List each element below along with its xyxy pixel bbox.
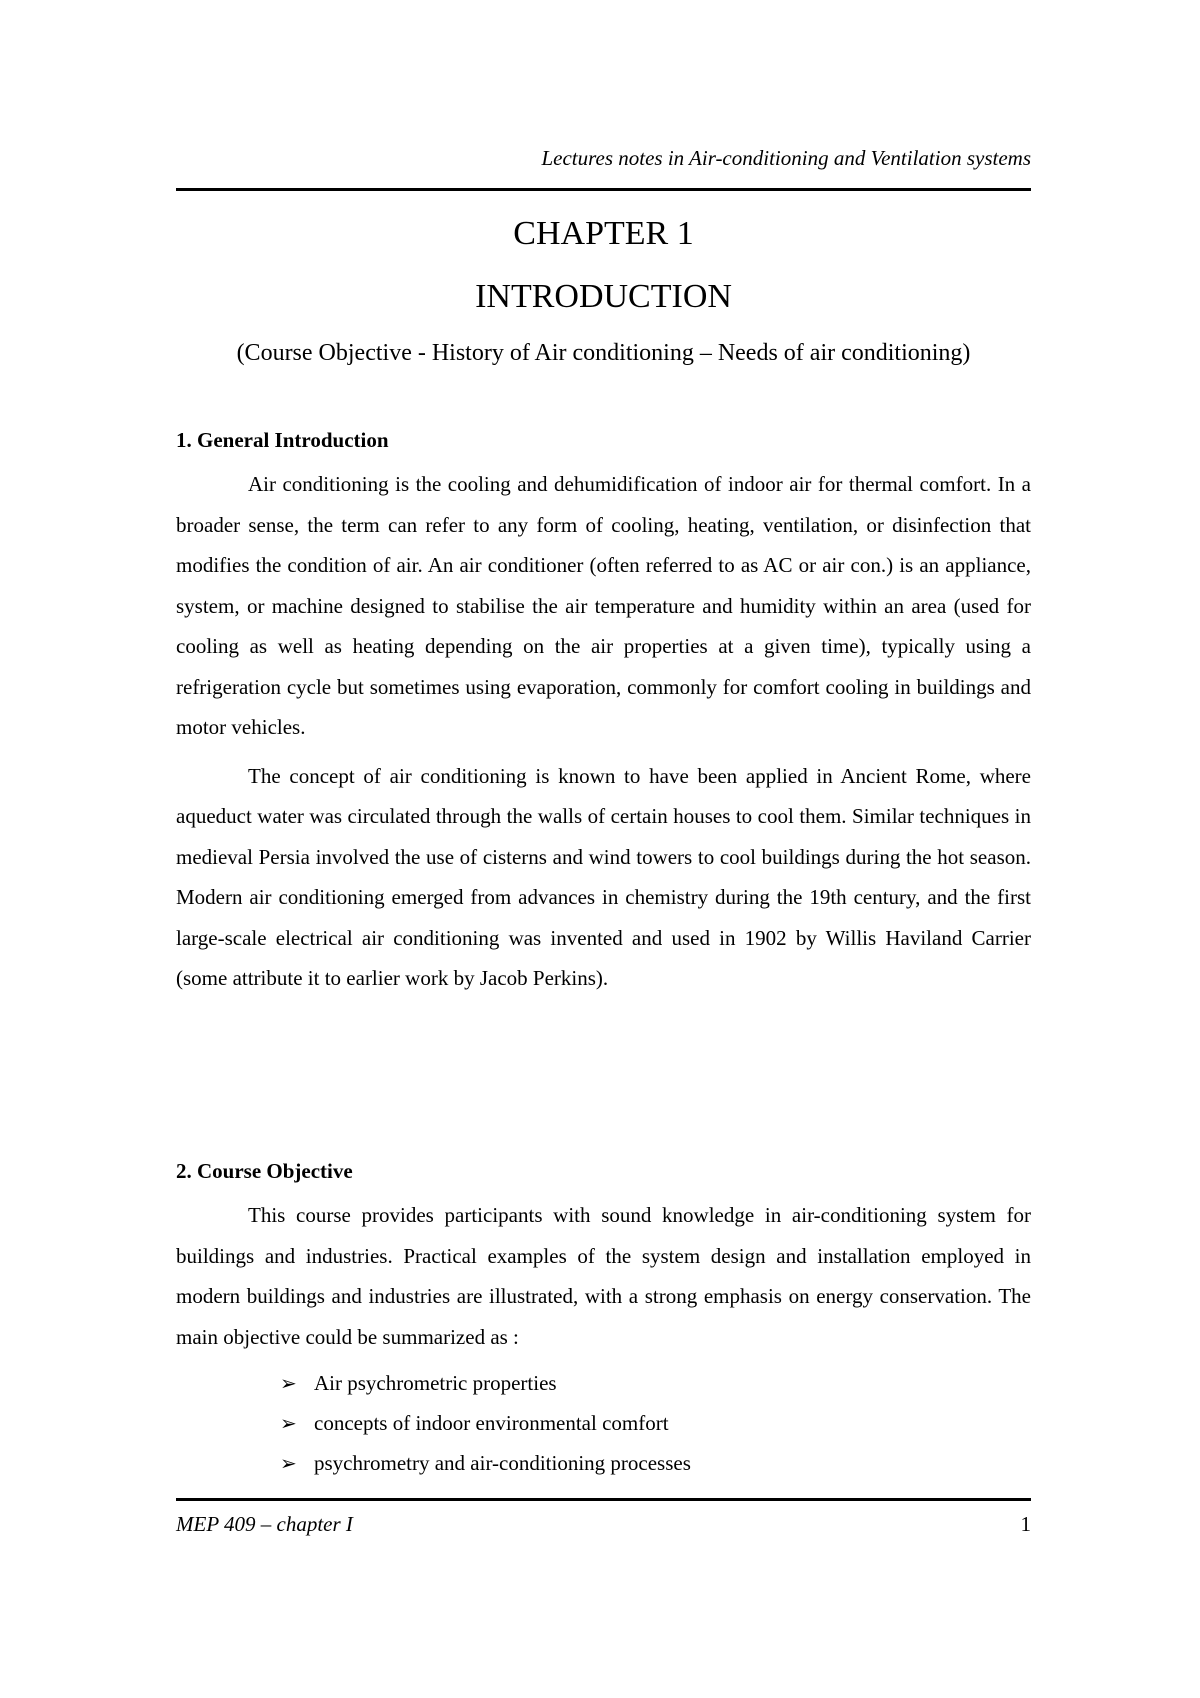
chapter-subtitle: INTRODUCTION xyxy=(475,278,732,315)
section-general-introduction xyxy=(176,424,1031,999)
objective-list xyxy=(176,1363,1031,1483)
footer-course-label: MEP 409 – chapter I xyxy=(176,1512,353,1536)
section-heading: 1. General Introduction xyxy=(176,428,389,452)
list-item-text: psychrometry and air-conditioning processes xyxy=(314,1451,691,1475)
list-item xyxy=(280,1443,1031,1483)
page-number: 1 xyxy=(1020,1512,1031,1536)
list-item xyxy=(280,1363,1031,1403)
paragraph: Air conditioning is the cooling and dehumidification of indoor air for thermal comfort. In a broader sense, the term can refer to any form of cooling, heating, ventilation, or disinfection that modifies the condition of air. An air conditioner (often referred to as AC or air con.) is an appliance, system, or machine designed to stabilise the air temperature and humidity within an area (used for cooling as well as heating depending on the air properties at a given time), typically using a refrigeration cycle but sometimes using evaporation, commonly for comfort cooling in buildings and motor vehicles. xyxy=(176,472,1031,739)
arrowhead-bullet-icon: ➢ xyxy=(280,1411,297,1435)
chapter-scope: (Course Objective - History of Air conditioning – Needs of air conditioning) xyxy=(236,340,971,366)
list-item-text: concepts of indoor environmental comfort xyxy=(314,1411,669,1435)
running-header-title: Lectures notes in Air-conditioning and Ventilation systems xyxy=(541,146,1031,170)
list-item xyxy=(280,1403,1031,1443)
header-rule xyxy=(176,188,1031,191)
chapter-title: CHAPTER 1 xyxy=(513,215,694,252)
arrowhead-bullet-icon: ➢ xyxy=(280,1371,297,1395)
list-item-text: Air psychrometric properties xyxy=(314,1371,557,1395)
section-heading: 2. Course Objective xyxy=(176,1159,353,1183)
arrowhead-bullet-icon: ➢ xyxy=(280,1451,297,1475)
paragraph: The concept of air conditioning is known to have been applied in Ancient Rome, where aqueduct water was circulated through the walls of certain houses to cool them. Similar techniques in medieval Persia involved the use of cisterns and wind towers to cool buildings during the hot season. Modern air conditioning emerged from advances in chemistry during the 19th century, and the first large-scale electrical air conditioning was invented and used in 1902 by Willis Haviland Carrier (some attribute it to earlier work by Jacob Perkins). xyxy=(176,763,1031,990)
footer-rule xyxy=(176,1498,1031,1501)
paragraph: This course provides participants with sound knowledge in air-conditioning system for buildings and industries. Practical examples of the system design and installation employed in modern buildings and industries are illustrated, with a strong emphasis on energy conservation. The main objective could be summarized as : xyxy=(176,1203,1031,1349)
section-course-objective xyxy=(176,1155,1031,1483)
